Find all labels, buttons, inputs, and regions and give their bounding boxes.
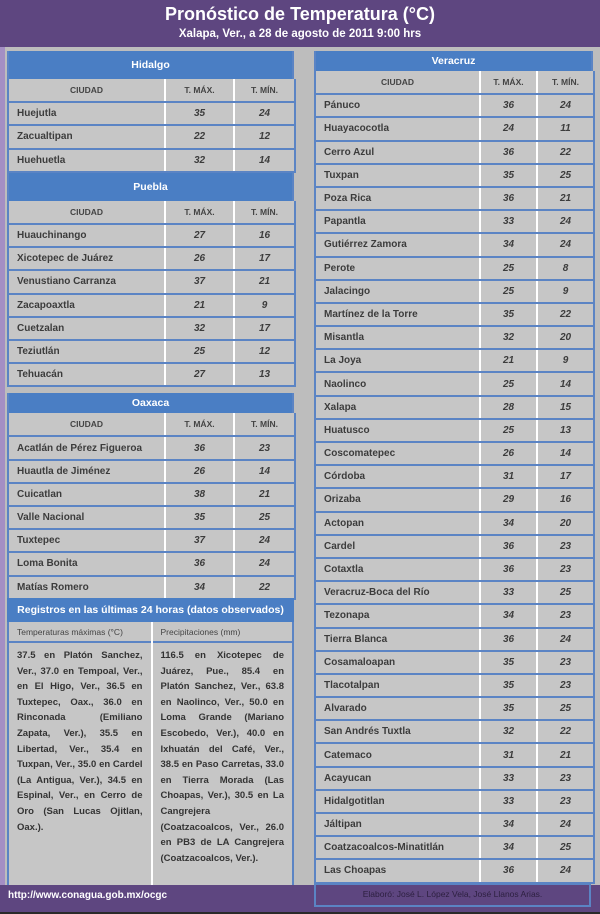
- table-row: [315, 210, 594, 233]
- col-header-min: T. MÍN.: [537, 71, 594, 94]
- table-row: [8, 247, 295, 270]
- city-name: Coscomatepec: [315, 442, 480, 465]
- column-header-row: [8, 413, 295, 436]
- min-temp: 22: [234, 576, 295, 599]
- city-name: Córdoba: [315, 465, 480, 488]
- city-name: Tierra Blanca: [315, 628, 480, 651]
- table-row: [8, 294, 295, 317]
- table-row: [315, 442, 594, 465]
- max-temp: 22: [165, 125, 234, 148]
- right-column: [314, 51, 593, 884]
- col-header-city: CIUDAD: [8, 79, 165, 102]
- min-temp: 23: [537, 558, 594, 581]
- max-temp: 35: [165, 102, 234, 125]
- precip-text: 116.5 en Xicotepec de Juárez, Pue., 85.4 en Platón Sanchez, Ver., 63.8 en Naolinco, Ver., 50.0 en Loma Grande (Mariano Escobedo, Ver.), 40.0 en Ixhuatán del Café, Ver., 38.5 en Paso Carretas, 33.0 en Tierra Morada (Las Choapas, Ver.), 30.5 en La Cangrejera (Coatzacoalcos, Ver., 26.0 en PB3 de LA Cangrejera (Coatzacoalcos, Ver.).: [160, 650, 284, 864]
- min-temp: 17: [234, 247, 295, 270]
- page-subtitle: Xalapa, Ver., a 28 de agosto de 2011 9:00 hrs: [178, 28, 422, 40]
- city-name: Cerro Azul: [315, 141, 480, 164]
- max-temp: 38: [165, 483, 234, 506]
- max-temp: 25: [480, 257, 537, 280]
- min-temp: 9: [234, 294, 295, 317]
- max-temp: 33: [480, 210, 537, 233]
- min-temp: 25: [537, 697, 594, 720]
- table-row: [315, 233, 594, 256]
- city-name: Huauchinango: [8, 224, 165, 247]
- min-temp: 20: [537, 326, 594, 349]
- state-header-oaxaca: Oaxaca: [7, 393, 294, 413]
- table-row: [315, 280, 594, 303]
- max-temp: 34: [480, 836, 537, 859]
- city-name: Cuicatlan: [8, 483, 165, 506]
- max-temp: 25: [480, 280, 537, 303]
- min-temp: 24: [537, 94, 594, 117]
- min-temp: 21: [234, 270, 295, 293]
- min-temp: 22: [537, 720, 594, 743]
- city-name: Catemaco: [315, 743, 480, 766]
- max-temp: 36: [480, 94, 537, 117]
- table-row: [315, 396, 594, 419]
- col-header-max: T. MÁX.: [165, 79, 234, 102]
- min-temp: 25: [537, 164, 594, 187]
- max-temp: 34: [165, 576, 234, 599]
- state-header-veracruz: Veracruz: [314, 51, 593, 71]
- table-row: [315, 836, 594, 859]
- table-row: [315, 628, 594, 651]
- col-header-max: T. MÁX.: [165, 201, 234, 224]
- table-row: [315, 535, 594, 558]
- table-row: [315, 767, 594, 790]
- min-temp: 24: [537, 210, 594, 233]
- state-header-hidalgo: Hidalgo: [7, 51, 294, 79]
- max-temps-label: Temperaturas máximas (°C): [9, 622, 151, 643]
- table-row: [8, 506, 295, 529]
- city-name: Cuetzalan: [8, 317, 165, 340]
- observed-records-panel: [7, 598, 294, 885]
- table-row: [315, 512, 594, 535]
- max-temp: 25: [480, 372, 537, 395]
- table-row: [8, 363, 295, 386]
- max-temp: 32: [165, 149, 234, 172]
- city-name: Veracruz-Boca del Río: [315, 581, 480, 604]
- city-name: Alvarado: [315, 697, 480, 720]
- precip-column: [151, 622, 293, 885]
- city-name: Zacapoaxtla: [8, 294, 165, 317]
- table-row: [8, 576, 295, 599]
- city-name: Martínez de la Torre: [315, 303, 480, 326]
- max-temp: 37: [165, 270, 234, 293]
- city-name: Perote: [315, 257, 480, 280]
- city-name: Huehuetla: [8, 149, 165, 172]
- max-temp: 35: [480, 651, 537, 674]
- table-row: [315, 187, 594, 210]
- min-temp: 25: [234, 506, 295, 529]
- city-name: Coatzacoalcos-Minatitlán: [315, 836, 480, 859]
- max-temp: 25: [165, 340, 234, 363]
- table-row: [315, 790, 594, 813]
- min-temp: 25: [537, 581, 594, 604]
- table-row: [315, 117, 594, 140]
- max-temp: 37: [165, 529, 234, 552]
- table-row: [8, 102, 295, 125]
- city-name: Xalapa: [315, 396, 480, 419]
- min-temp: 16: [537, 488, 594, 511]
- max-temp: 35: [480, 164, 537, 187]
- col-header-city: CIUDAD: [315, 71, 480, 94]
- min-temp: 23: [537, 767, 594, 790]
- col-header-city: CIUDAD: [8, 413, 165, 436]
- table-row: [315, 674, 594, 697]
- min-temp: 21: [234, 483, 295, 506]
- max-temp: 29: [480, 488, 537, 511]
- max-temp: 26: [480, 442, 537, 465]
- min-temp: 12: [234, 125, 295, 148]
- max-temp: 35: [480, 303, 537, 326]
- max-temp: 21: [165, 294, 234, 317]
- max-temp: 27: [165, 224, 234, 247]
- min-temp: 25: [537, 836, 594, 859]
- min-temp: 14: [537, 442, 594, 465]
- city-name: Huejutla: [8, 102, 165, 125]
- min-temp: 13: [234, 363, 295, 386]
- city-name: Huatusco: [315, 419, 480, 442]
- max-temp: 21: [480, 349, 537, 372]
- min-temp: 24: [537, 628, 594, 651]
- city-name: Valle Nacional: [8, 506, 165, 529]
- city-name: Tuxtepec: [8, 529, 165, 552]
- table-row: [8, 340, 295, 363]
- col-header-city: CIUDAD: [8, 201, 165, 224]
- page-title: Pronóstico de Temperatura (°C): [165, 4, 435, 24]
- city-name: Hidalgotitlan: [315, 790, 480, 813]
- state-header-puebla: Puebla: [7, 173, 294, 201]
- observed-title: Registros en las últimas 24 horas (datos observados): [7, 598, 294, 622]
- page-footer: [0, 885, 600, 912]
- city-name: Tehuacán: [8, 363, 165, 386]
- max-temp: 36: [480, 628, 537, 651]
- table-row: [315, 604, 594, 627]
- table-row: [315, 465, 594, 488]
- table-row: [8, 270, 295, 293]
- max-temp: 36: [480, 187, 537, 210]
- conagua-link[interactable]: http://www.conagua.gob.mx/ocgc: [8, 890, 168, 901]
- credits: Elaboró: José L. López Vela, José Llanos Arias.: [314, 883, 591, 907]
- precip-label: Precipitaciones (mm): [153, 622, 293, 643]
- city-name: Loma Bonita: [8, 552, 165, 575]
- table-row: [315, 813, 594, 836]
- city-name: Venustiano Carranza: [8, 270, 165, 293]
- min-temp: 23: [537, 535, 594, 558]
- table-row: [315, 720, 594, 743]
- min-temp: 23: [537, 790, 594, 813]
- city-name: Actopan: [315, 512, 480, 535]
- table-puebla: [7, 201, 296, 388]
- city-name: Acatlán de Pérez Figueroa: [8, 436, 165, 459]
- city-name: Zacualtipan: [8, 125, 165, 148]
- page-header: [0, 0, 600, 47]
- min-temp: 24: [234, 102, 295, 125]
- table-row: [8, 552, 295, 575]
- min-temp: 8: [537, 257, 594, 280]
- city-name: Poza Rica: [315, 187, 480, 210]
- max-temp: 33: [480, 790, 537, 813]
- min-temp: 13: [537, 419, 594, 442]
- min-temp: 15: [537, 396, 594, 419]
- table-oaxaca: [7, 413, 296, 600]
- table-row: [315, 257, 594, 280]
- max-temp: 34: [480, 604, 537, 627]
- table-row: [8, 224, 295, 247]
- max-temp: 35: [480, 697, 537, 720]
- min-temp: 23: [537, 674, 594, 697]
- min-temp: 11: [537, 117, 594, 140]
- table-row: [8, 483, 295, 506]
- table-row: [315, 326, 594, 349]
- max-temp: 26: [165, 460, 234, 483]
- max-temp: 31: [480, 465, 537, 488]
- min-temp: 20: [537, 512, 594, 535]
- city-name: Gutiérrez Zamora: [315, 233, 480, 256]
- min-temp: 24: [234, 552, 295, 575]
- table-row: [315, 859, 594, 882]
- left-column: [7, 51, 294, 600]
- column-header-row: [8, 201, 295, 224]
- min-temp: 21: [537, 187, 594, 210]
- table-row: [315, 303, 594, 326]
- city-name: Tuxpan: [315, 164, 480, 187]
- max-temp: 33: [480, 581, 537, 604]
- city-name: Cosamaloapan: [315, 651, 480, 674]
- city-name: Huautla de Jiménez: [8, 460, 165, 483]
- city-name: Tezonapa: [315, 604, 480, 627]
- min-temp: 24: [537, 859, 594, 882]
- min-temp: 9: [537, 349, 594, 372]
- max-temp: 36: [165, 436, 234, 459]
- city-name: Teziutlán: [8, 340, 165, 363]
- max-temp: 26: [165, 247, 234, 270]
- min-temp: 22: [537, 141, 594, 164]
- city-name: Matías Romero: [8, 576, 165, 599]
- city-name: Naolinco: [315, 372, 480, 395]
- city-name: Tlacotalpan: [315, 674, 480, 697]
- min-temp: 17: [234, 317, 295, 340]
- city-name: Xicotepec de Juárez: [8, 247, 165, 270]
- col-header-min: T. MÍN.: [234, 79, 295, 102]
- max-temp: 36: [480, 535, 537, 558]
- min-temp: 23: [537, 604, 594, 627]
- table-row: [8, 317, 295, 340]
- max-temp: 32: [480, 326, 537, 349]
- table-row: [315, 651, 594, 674]
- max-temp: 34: [480, 512, 537, 535]
- min-temp: 9: [537, 280, 594, 303]
- min-temp: 24: [537, 233, 594, 256]
- city-name: La Joya: [315, 349, 480, 372]
- city-name: Jalacingo: [315, 280, 480, 303]
- left-edge-decoration: [0, 47, 5, 885]
- table-row: [315, 558, 594, 581]
- table-row: [315, 94, 594, 117]
- table-row: [315, 743, 594, 766]
- table-hidalgo: [7, 79, 296, 173]
- max-temp: 32: [480, 720, 537, 743]
- col-header-max: T. MÁX.: [165, 413, 234, 436]
- column-header-row: [315, 71, 594, 94]
- min-temp: 23: [537, 651, 594, 674]
- min-temp: 14: [234, 149, 295, 172]
- table-row: [315, 164, 594, 187]
- max-temp: 36: [480, 558, 537, 581]
- city-name: Cotaxtla: [315, 558, 480, 581]
- table-row: [315, 349, 594, 372]
- max-temp: 36: [480, 859, 537, 882]
- city-name: Acayucan: [315, 767, 480, 790]
- col-header-max: T. MÁX.: [480, 71, 537, 94]
- table-row: [8, 460, 295, 483]
- column-header-row: [8, 79, 295, 102]
- min-temp: 16: [234, 224, 295, 247]
- city-name: Papantla: [315, 210, 480, 233]
- max-temp: 35: [165, 506, 234, 529]
- max-temp: 35: [480, 674, 537, 697]
- min-temp: 21: [537, 743, 594, 766]
- table-row: [315, 372, 594, 395]
- city-name: San Andrés Tuxtla: [315, 720, 480, 743]
- table-row: [8, 529, 295, 552]
- min-temp: 14: [537, 372, 594, 395]
- min-temp: 14: [234, 460, 295, 483]
- table-row: [315, 419, 594, 442]
- max-temp: 24: [480, 117, 537, 140]
- city-name: Misantla: [315, 326, 480, 349]
- col-header-min: T. MÍN.: [234, 413, 295, 436]
- col-header-min: T. MÍN.: [234, 201, 295, 224]
- city-name: Las Choapas: [315, 859, 480, 882]
- max-temp: 34: [480, 233, 537, 256]
- max-temp: 34: [480, 813, 537, 836]
- city-name: Huayacocotla: [315, 117, 480, 140]
- max-temp: 25: [480, 419, 537, 442]
- table-row: [315, 141, 594, 164]
- min-temp: 22: [537, 303, 594, 326]
- city-name: Pánuco: [315, 94, 480, 117]
- city-name: Orizaba: [315, 488, 480, 511]
- table-row: [315, 488, 594, 511]
- table-row: [315, 697, 594, 720]
- city-name: Cardel: [315, 535, 480, 558]
- table-row: [315, 581, 594, 604]
- max-temp: 27: [165, 363, 234, 386]
- max-temps-text: 37.5 en Platón Sanchez, Ver., 37.0 en Tempoal, Ver., en El Higo, Ver., 36.5 en Tuxtepec, Oax., 36.0 en Rinconada (Emiliano Zapata, Ver.), 35.5 en Libertad, Ver., 35.4 en Tuxpan, Ver., 35.0 en Cardel (La Antigua, Ver.), 34.5 en Espinal, Ver., en Cerro de Oro (San Lucas Ojitlan, Oax.).: [17, 650, 143, 833]
- min-temp: 17: [537, 465, 594, 488]
- table-row: [8, 149, 295, 172]
- max-temp: 31: [480, 743, 537, 766]
- table-row: [8, 436, 295, 459]
- table-veracruz: [314, 71, 595, 884]
- table-row: [8, 125, 295, 148]
- min-temp: 12: [234, 340, 295, 363]
- min-temp: 24: [537, 813, 594, 836]
- min-temp: 23: [234, 436, 295, 459]
- max-temps-column: [9, 622, 151, 885]
- max-temp: 36: [165, 552, 234, 575]
- max-temp: 32: [165, 317, 234, 340]
- min-temp: 24: [234, 529, 295, 552]
- city-name: Jáltipan: [315, 813, 480, 836]
- max-temp: 33: [480, 767, 537, 790]
- max-temp: 36: [480, 141, 537, 164]
- max-temp: 28: [480, 396, 537, 419]
